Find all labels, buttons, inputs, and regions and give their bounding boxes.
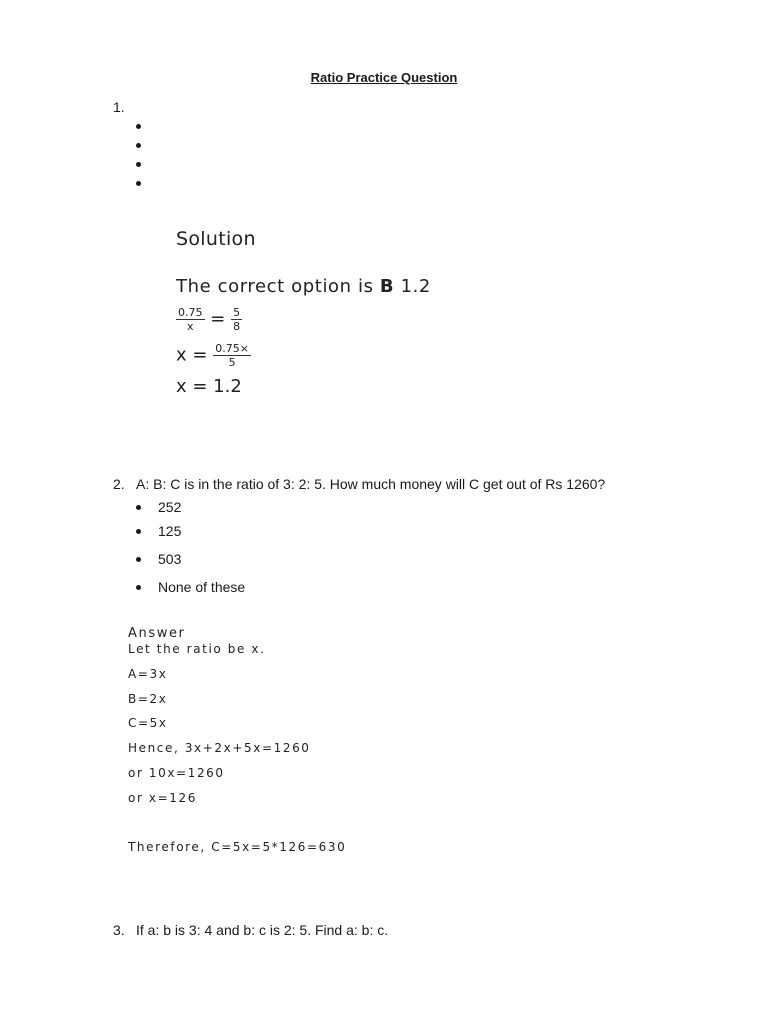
answer-line-8: Therefore, C=5x=5*126=630 <box>128 840 347 854</box>
q2-option-4: None of these <box>158 579 246 595</box>
answer-line-2: A=3x <box>128 667 168 681</box>
q2-option-2: 125 <box>158 523 182 539</box>
solution-equation-1 <box>176 306 242 333</box>
solution-heading: Solution <box>176 228 256 250</box>
question-3-number: 3. <box>113 922 125 938</box>
solution-equation-3: x = 1.2 <box>176 376 242 397</box>
q2-option-2-bullet <box>136 529 141 534</box>
equation-2-lhs: x = <box>176 344 208 366</box>
equals-sign: = <box>210 308 226 330</box>
answer-heading: Answer <box>128 626 186 641</box>
correct-prefix: The correct option is <box>176 276 374 297</box>
page-title: Ratio Practice Question <box>310 70 458 85</box>
question-1-number: 1. <box>113 99 125 115</box>
q1-option-1-bullet <box>136 124 141 129</box>
correct-letter: B <box>379 276 395 297</box>
q2-option-1-bullet <box>136 505 141 510</box>
question-2-text: A: B: C is in the ratio of 3: 2: 5. How much money will C get out of Rs 1260? <box>136 476 606 492</box>
q1-option-4-bullet <box>136 181 141 186</box>
answer-line-3: B=2x <box>128 692 168 706</box>
q1-option-2-bullet <box>136 143 141 148</box>
solution-correct-option <box>176 276 431 297</box>
q1-option-3-bullet <box>136 162 141 167</box>
q2-option-3-bullet <box>136 557 141 562</box>
answer-line-5: Hence, 3x+2x+5x=1260 <box>128 741 311 755</box>
correct-value: 1.2 <box>400 276 431 297</box>
answer-line-1: Let the ratio be x. <box>128 642 266 656</box>
fraction-2: $\frac{5}{8}$ <box>233 306 241 333</box>
answer-line-6: or 10x=1260 <box>128 766 225 780</box>
question-2-number: 2. <box>113 476 125 492</box>
answer-line-4: C=5x <box>128 716 168 730</box>
solution-equation-2 <box>176 342 251 369</box>
answer-line-7: or x=126 <box>128 791 197 805</box>
q2-option-4-bullet <box>136 585 141 590</box>
q2-option-3: 503 <box>158 551 182 567</box>
q2-option-1: 252 <box>158 499 182 515</box>
fraction-3: $\frac{0.75\times}{5}$ <box>215 342 249 369</box>
question-3-text: If a: b is 3: 4 and b: c is 2: 5. Find a: b: c. <box>136 922 389 938</box>
fraction-1: $\frac{0.75}{x}$ <box>178 306 203 333</box>
